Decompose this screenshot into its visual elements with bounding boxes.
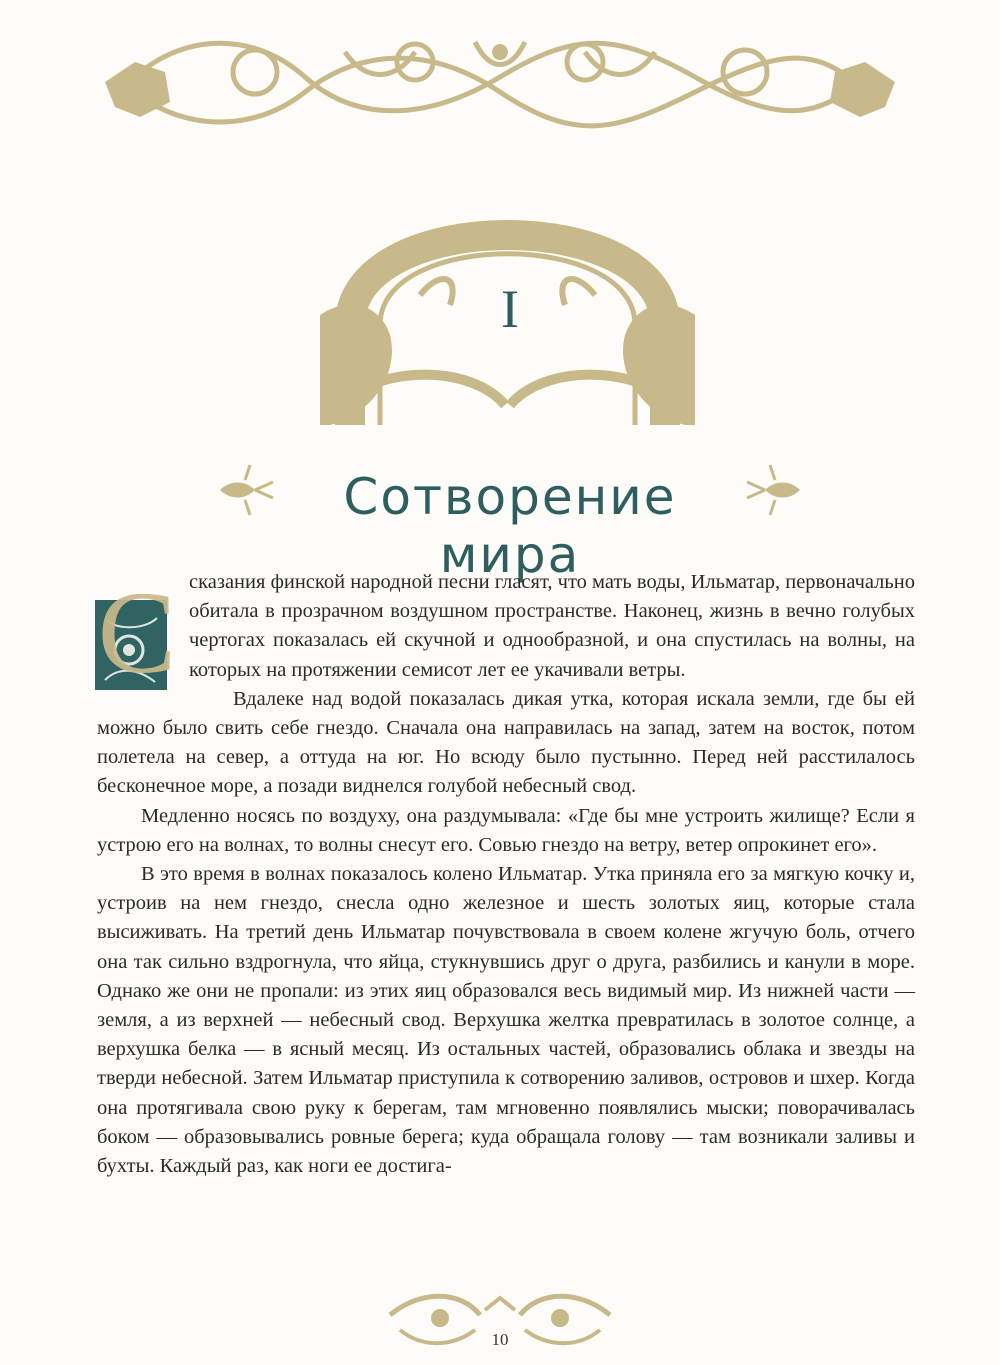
bird-ornament-icon	[215, 460, 275, 520]
drop-cap-letter: С	[97, 570, 177, 690]
chapter-text	[97, 568, 915, 1181]
knotwork-dragon-border-icon	[95, 22, 905, 142]
bird-ornament-icon	[745, 460, 805, 520]
chapter-numeral: I	[501, 279, 519, 339]
paragraph: В это время в волнах показалось колено Ильматар. Утка приняла его за мягкую кочку и, устроив на нем гнездо, снесла одно железное и шесть золотых яиц, которые стала высиживать. На третий день Ильматар почувствовала в своем колене жгучую боль, отчего она так сильно вздрогнула, что яйца, стукнувшись друг о друга, разбились и канули в море. Однако же они не пропали: из этих яиц образовался весь видимый мир. Из нижней части — земля, а из верхней — небесный свод. Верхушка желтка превратилась в золотое солнце, а верхушка белка — в ясный месяц. Из остальных частей, образовались облака и звезды на тверди небесной. Затем Ильматар приступила к сотворению заливов, островов и шхер. Когда она протягивала свою руку к берегам, там мгновенно появлялись мыски; поворачивалась боком — образовывались ровные берега; куда обращала голову — там возникали заливы и бухты. Каждый раз, как ноги ее достига-	[97, 863, 915, 1178]
drop-cap-ornament-icon	[95, 570, 177, 690]
page-number: 10	[491, 1330, 509, 1349]
chapter-title-row	[215, 460, 805, 584]
chapter-title: Сотворение мира	[343, 468, 677, 584]
drop-cap	[95, 570, 177, 688]
paragraph: Вдалеке над водой показалась дикая утка, которая искала земли, где бы ей можно было свить себе гнездо. Сначала она направилась на запад, затем на восток, потом полетела на север, а оттуда на юг. Но всюду было пустынно. Перед ней расстилалось бесконечное море, а позади виднелся голубой небесный свод.	[97, 687, 915, 798]
paragraph: Медленно носясь по воздуху, она раздумывала: «Где бы мне устроить жилище? Если я устрою его на волнах, то волны снесут его. Совью гнездо на ветру, ветер опрокинет его».	[97, 804, 915, 856]
paragraph: С сказания финской народной песни гласят, что мать воды, Ильматар, первоначально обитала в прозрачном воздушном пространстве. Наконец, жизнь в вечно голубых чертогах показалась ей скучной и однообразной, и она спустилась на волны, на которых на протяжении семисот лет ее укачивали ветры.	[97, 568, 915, 685]
